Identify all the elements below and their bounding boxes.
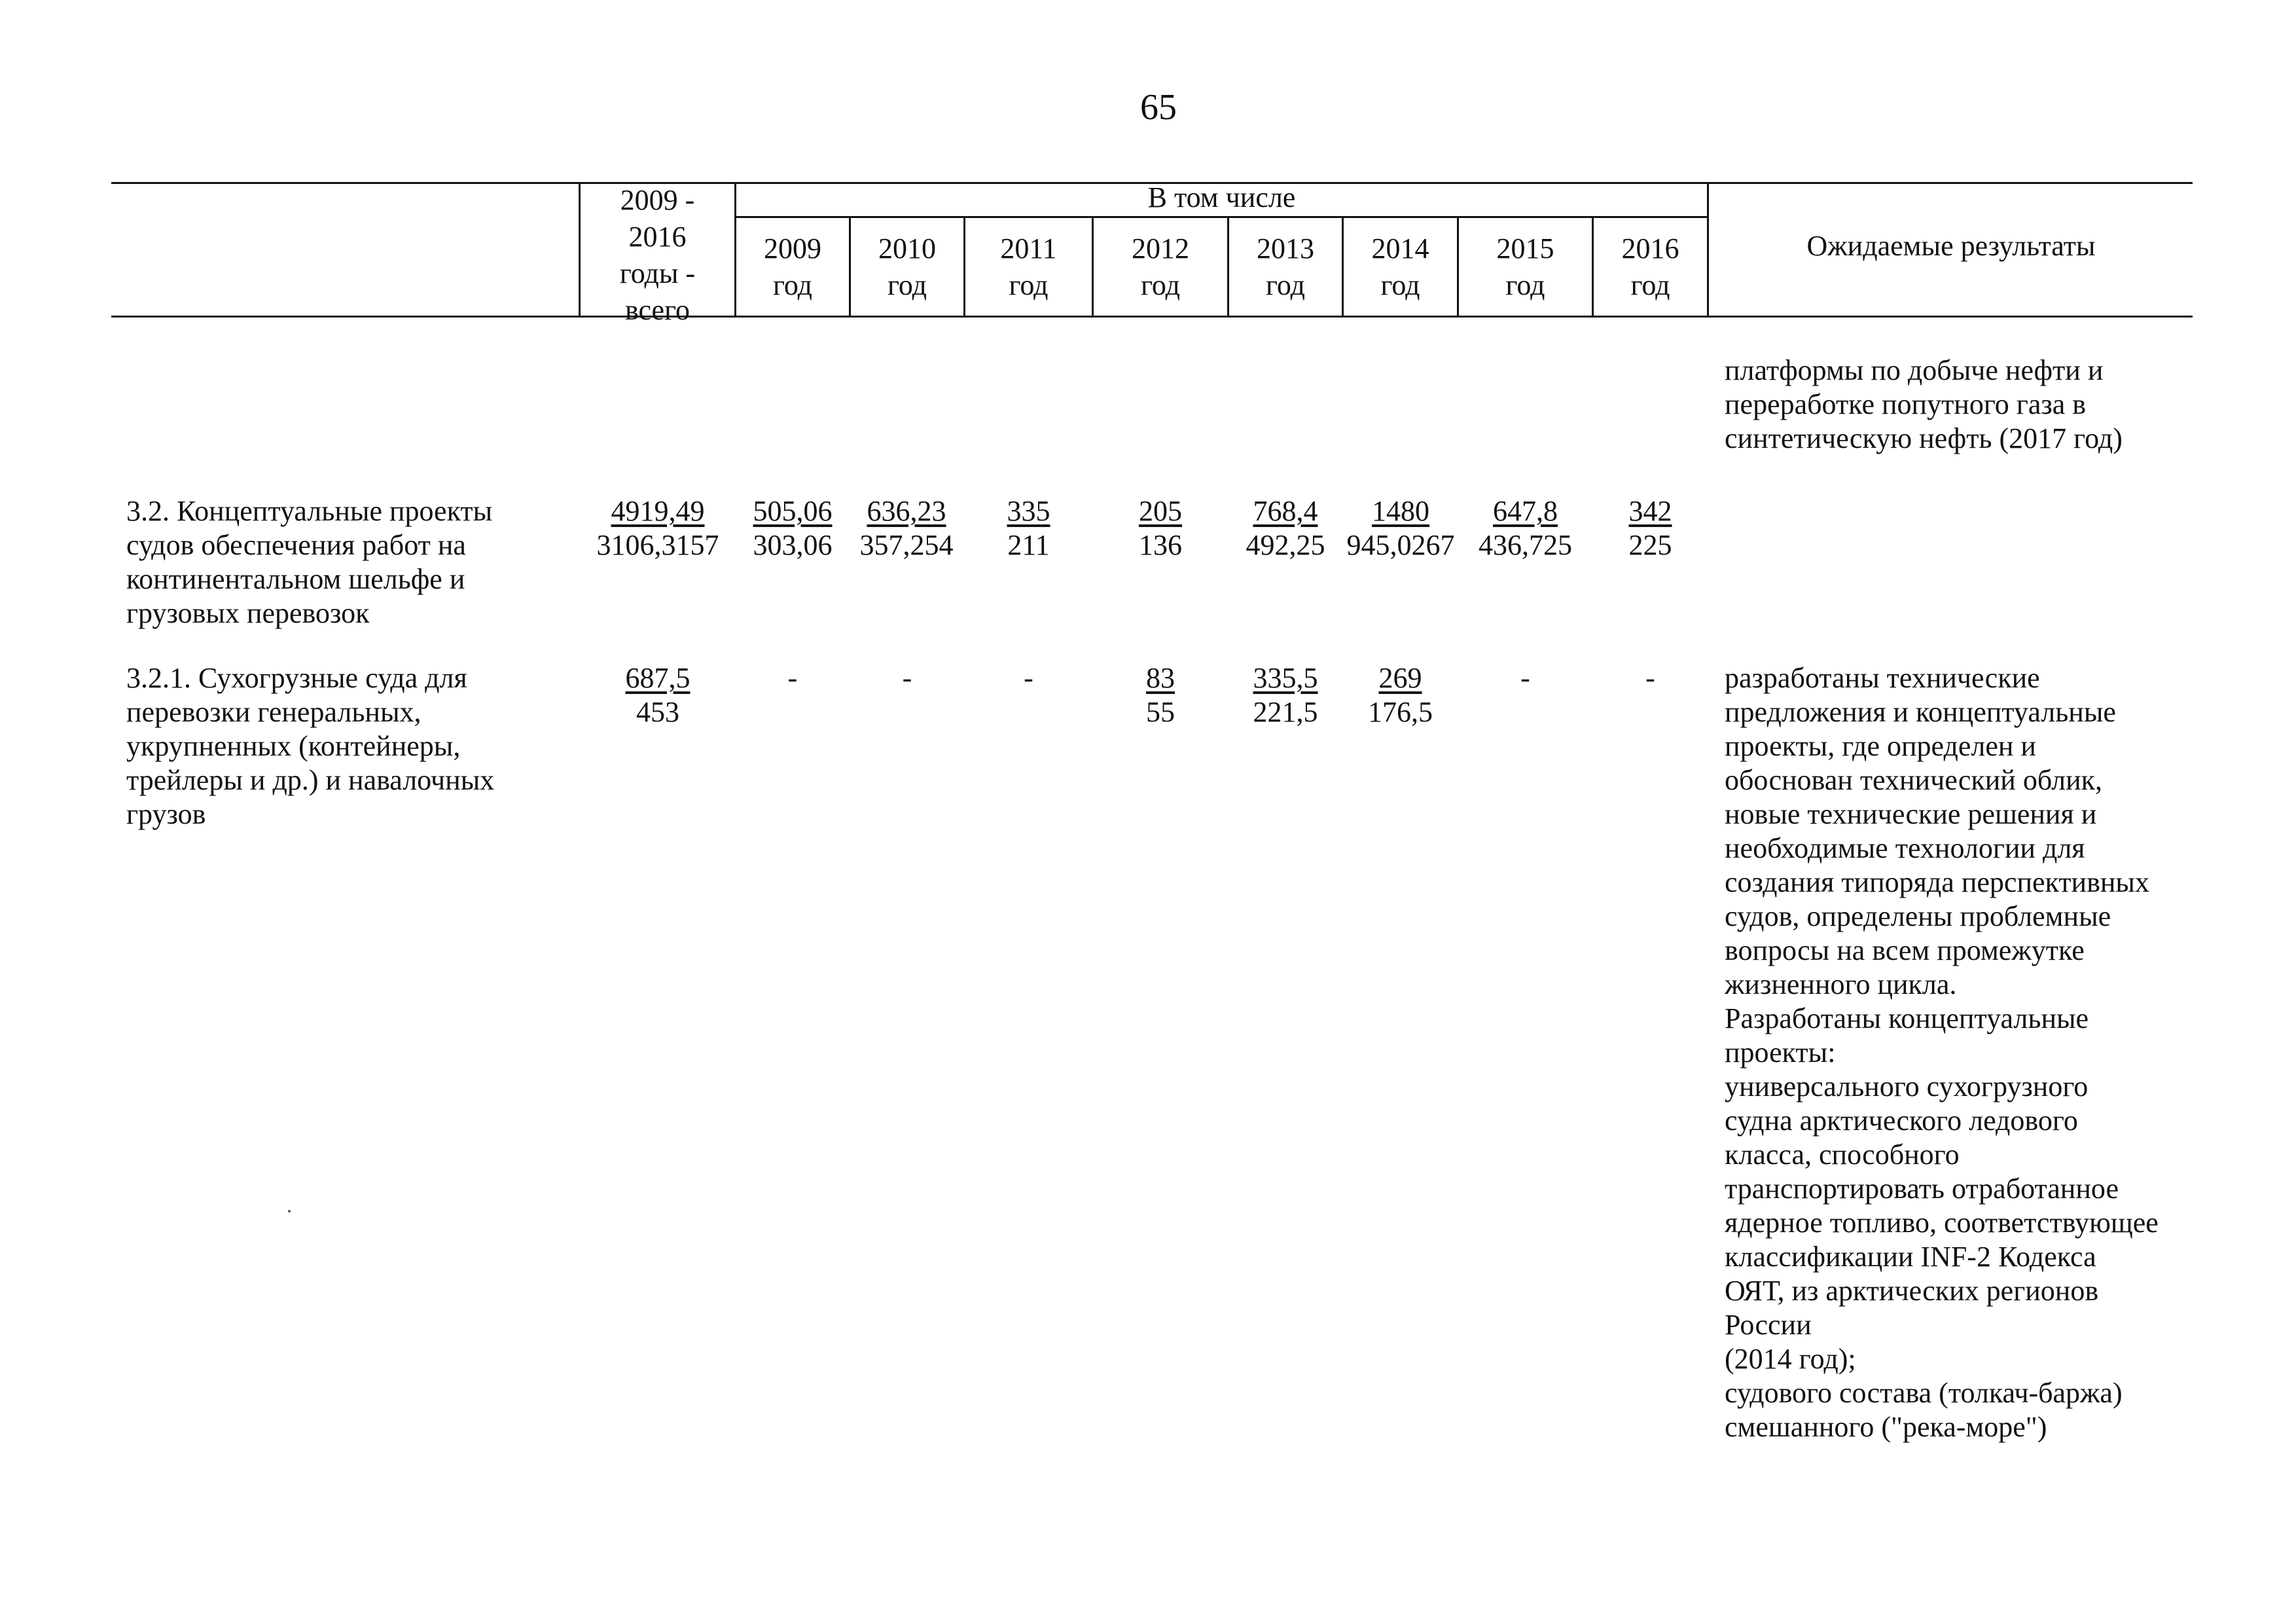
row-year-dash: -: [787, 662, 798, 694]
row-total: 4919,49 3106,3157: [596, 495, 719, 561]
row-year-value: 335 211: [1007, 495, 1050, 561]
page-number: 65: [1140, 87, 1177, 128]
row-year-value: 342 225: [1628, 495, 1672, 561]
row-year-dash: -: [1645, 662, 1655, 694]
header-year-2014: 2014 год: [1371, 232, 1429, 301]
year-group-rule: [734, 216, 1708, 218]
row-year-value: 636,23 357,254: [859, 495, 954, 561]
row-name: 3.2.1. Сухогрузные суда для перевозки генеральных, укрупненных (контейнеры, трейлеры и др.) и навалочных грузов: [126, 662, 495, 830]
header-results: Ожидаемые результаты: [1806, 230, 2096, 262]
row-year-dash: -: [1520, 662, 1530, 694]
header-year-2013: 2013 год: [1257, 232, 1314, 301]
header-year-2015: 2015 год: [1496, 232, 1554, 301]
header-group-label: В том числе: [1147, 181, 1296, 213]
row-year-value: 505,06 303,06: [753, 495, 833, 561]
scan-speck: [288, 1210, 291, 1213]
continued-result: платформы по добыче нефти и переработке попутного газа в синтетическую нефть (2017 год): [1725, 354, 2123, 454]
row-year-value: 205 136: [1139, 495, 1182, 561]
header-year-2009: 2009 год: [764, 232, 821, 301]
row-total: 687,5 453: [625, 662, 691, 728]
header-year-2010: 2010 год: [878, 232, 936, 301]
header-year-2011: 2011 год: [1000, 232, 1057, 301]
header-total: 2009 - 2016 годы - всего: [619, 184, 696, 326]
row-year-value: 83 55: [1146, 662, 1175, 728]
header-year-2012: 2012 год: [1132, 232, 1189, 301]
header-year-2016: 2016 год: [1621, 232, 1679, 301]
row-year-dash: -: [902, 662, 912, 694]
row-result: разработаны технические предложения и концептуальные проекты, где определен и обоснован технический облик, новые технические решения и необходимые технологии для создания типоряда перспективных судов, определены проблемные вопросы на всем промежутке жизненного цикла. Разработаны концептуальные проекты: универсального сухогрузного судна арктического ледового класса, способного транспортировать отработанное ядерное топливо, соответствующее классификации INF-2 Кодекса ОЯТ, из арктических регионов России (2014 год); судового состава (толкач-баржа) смешанного ("река-море"): [1725, 662, 2159, 1443]
row-year-value: 647,8 436,725: [1479, 495, 1572, 561]
row-year-dash: -: [1024, 662, 1033, 694]
row-year-value: 1480 945,0267: [1346, 495, 1455, 561]
row-year-value: 335,5 221,5: [1253, 662, 1318, 728]
row-year-value: 768,4 492,25: [1246, 495, 1325, 561]
header-bottom-rule: [111, 316, 2193, 318]
row-year-value: 269 176,5: [1368, 662, 1433, 728]
row-name: 3.2. Концептуальные проекты судов обеспечения работ на континентальном шельфе и грузовых перевозок: [126, 495, 493, 629]
